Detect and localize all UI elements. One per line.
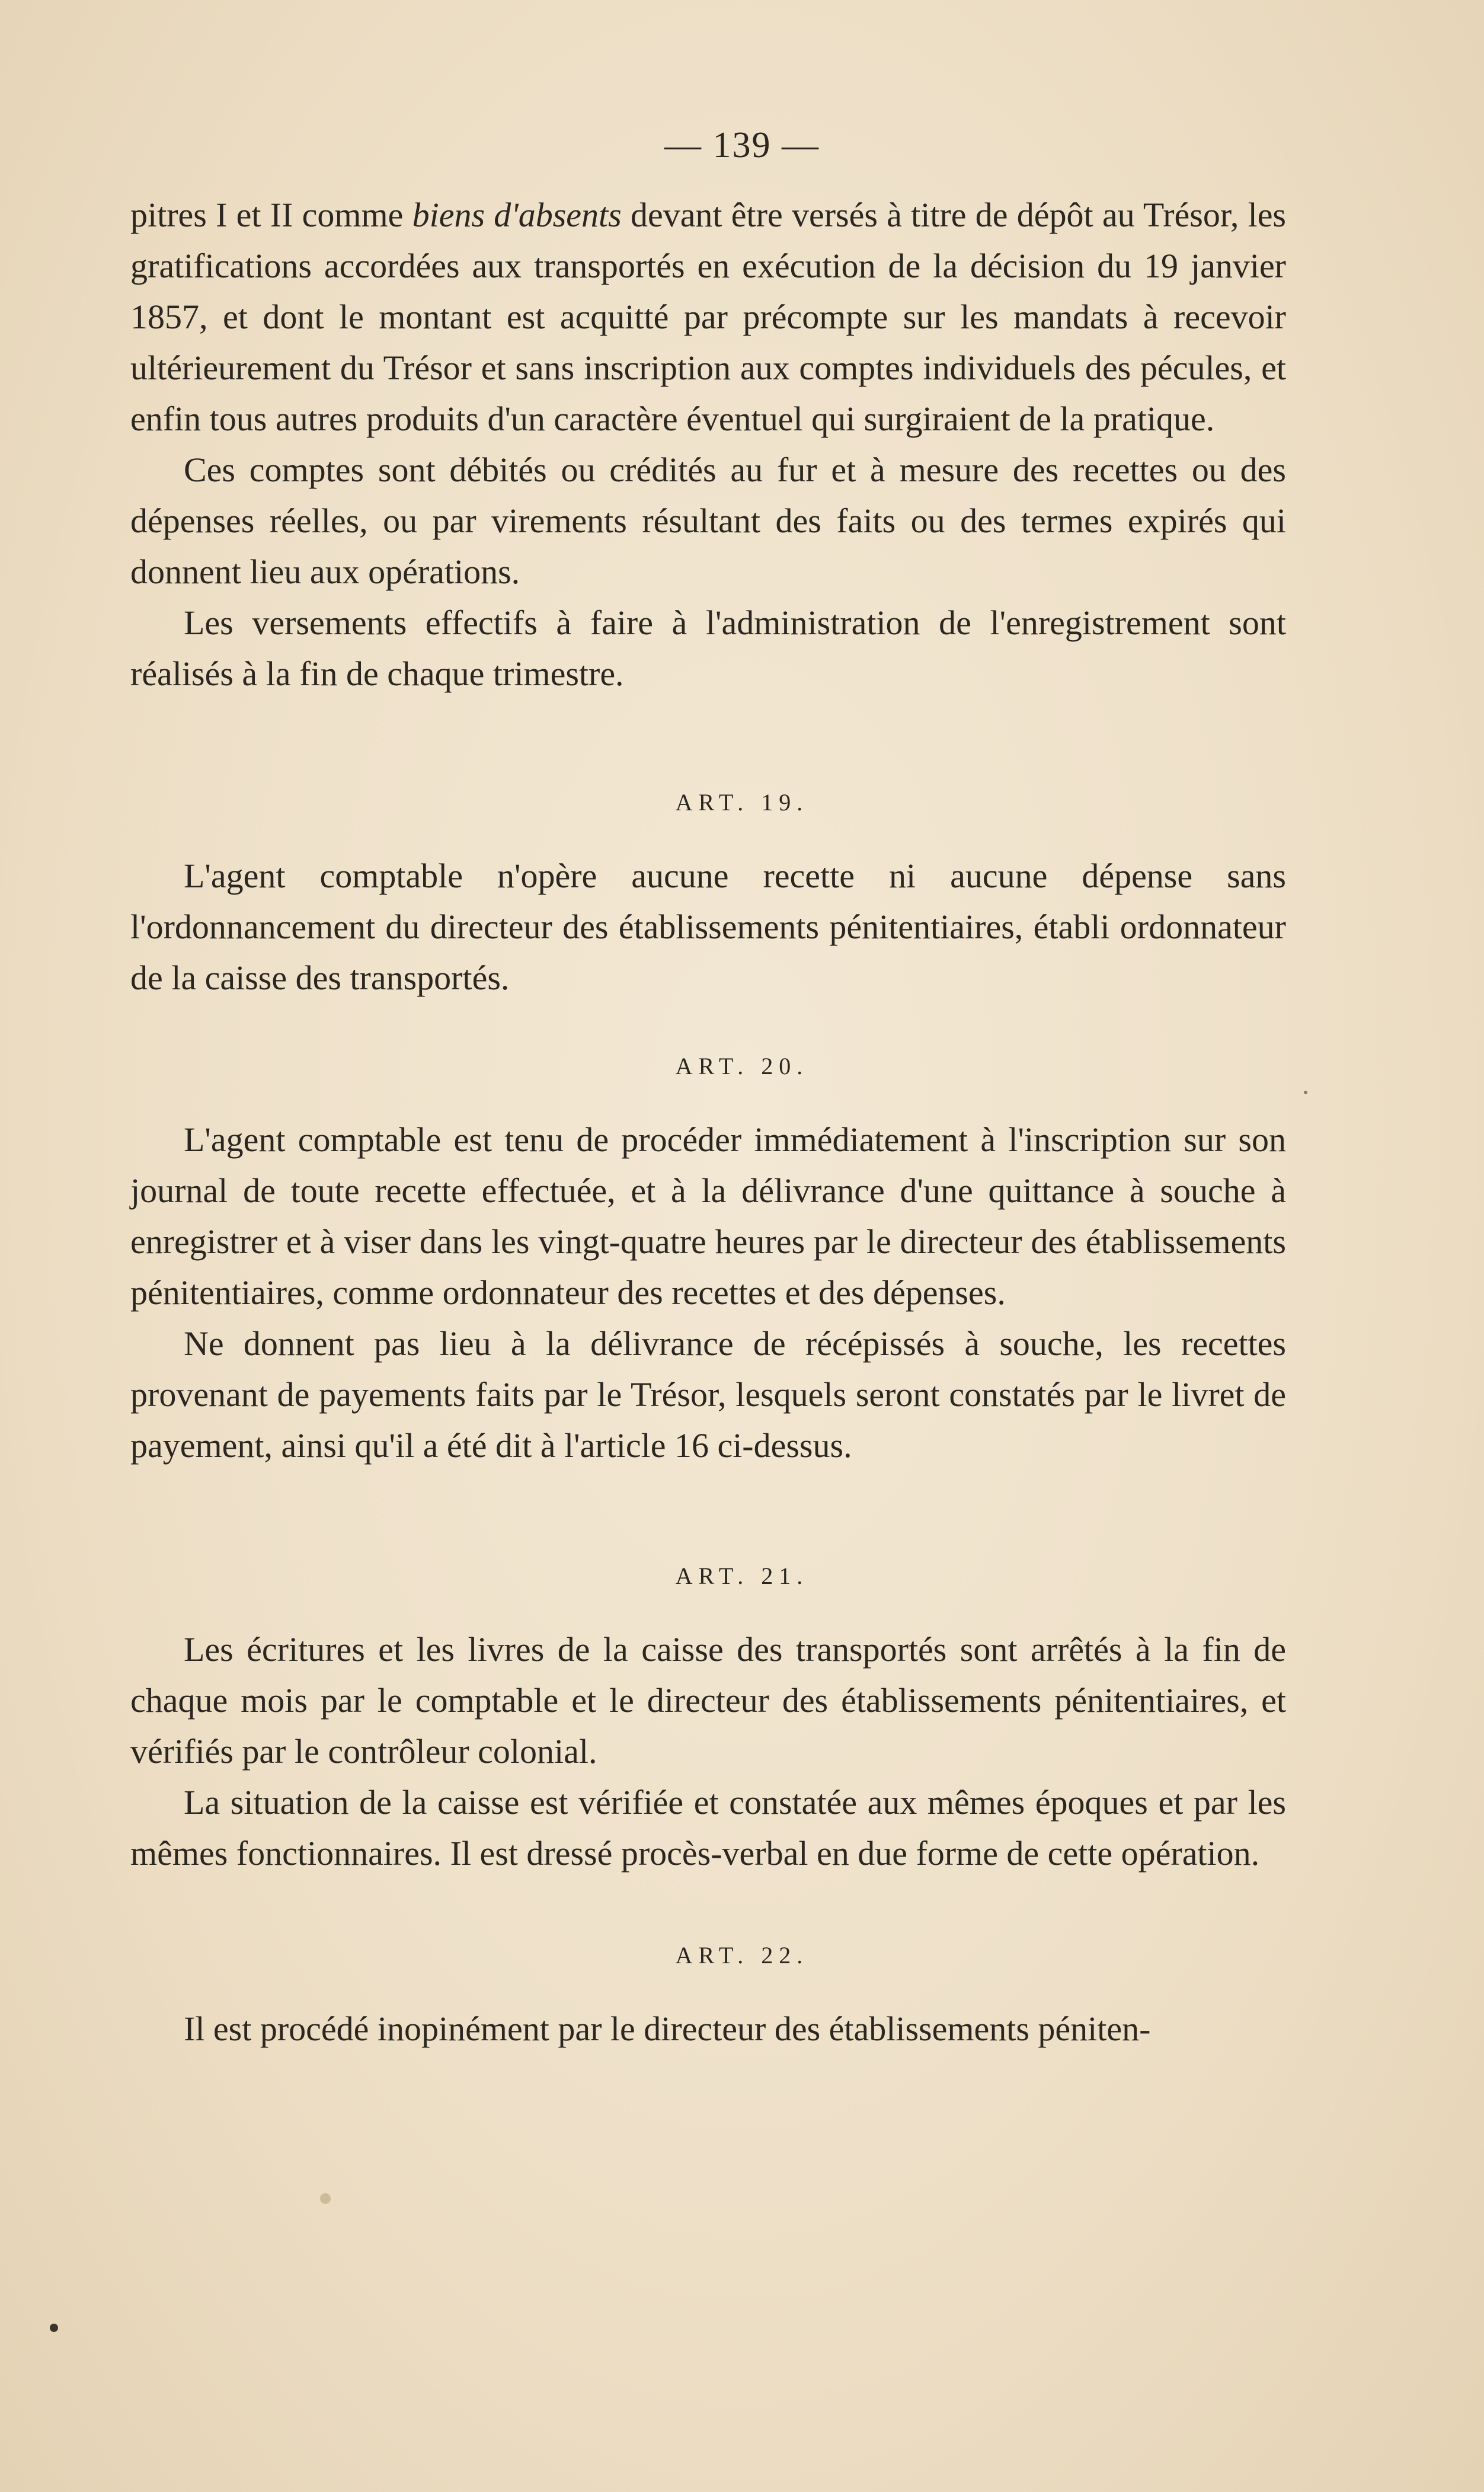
paragraph-rest: devant être versés à titre de dépôt au Trésor, les gratifications accordées aux transportés en exécution de la décision du 19 janvier 1857, et dont le montant est acquitté par précompte sur les mandats à recevoir ultérieurement du Trésor et sans inscription aux comptes individuels des pécules, et enfin tous autres produits d'un caractère éventuel qui surgiraient de la pratique. [130,196,1287,438]
page-number: — 139 — [664,125,820,165]
article-19-body [130,851,1286,1004]
article-21-body [130,1624,1286,1879]
article-heading-19: ART. 19. [675,789,809,816]
article-22-body [130,2004,1286,2055]
article-20-body [130,1114,1286,1471]
paper-speck [320,2193,331,2204]
paragraph: Ne donnent pas lieu à la délivrance de récépissés à souche, les recettes provenant de payements faits par le Trésor, lesquels seront constatés par le livret de payement, ainsi qu'il a été dit à l'article 16 ci-dessus. [130,1324,1286,1465]
paragraph: Les versements effectifs à faire à l'administration de l'enregistrement sont réalisés à la fin de chaque trimestre. [130,603,1286,693]
paragraph: La situation de la caisse est vérifiée et constatée aux mêmes époques et par les mêmes fonctionnaires. Il est dressé procès-verbal en due forme de cette opération. [130,1783,1286,1873]
paragraph: Il est procédé inopinément par le directeur des établissements péniten- [184,2009,1151,2048]
paragraph: Ces comptes sont débités ou crédités au fur et à mesure des recettes ou des dépenses réelles, ou par virements résultant des faits ou des termes expirés qui donnent lieu aux opérations. [130,451,1286,591]
paper-speck [50,2324,58,2332]
article-heading-22: ART. 22. [675,1942,809,1969]
paper-speck [1304,1091,1307,1094]
italic-phrase: biens d'absents [412,196,622,234]
paragraph: L'agent comptable est tenu de procéder immédiatement à l'inscription sur son journal de toute recette effectuée, et à la délivrance d'une quittance à souche à enregistrer et à viser dans les vingt-quatre heures par le directeur des établissements pénitentiaires, comme ordonnateur des recettes et des dépenses. [130,1120,1286,1312]
paragraph: Les écritures et les livres de la caisse des transportés sont arrêtés à la fin de chaque mois par le comptable et le directeur des établissements pénitentiaires, et vérifiés par le contrôleur colonial. [130,1630,1286,1771]
paragraph-lead: pitres I et II comme [130,196,412,234]
article-heading-21: ART. 21. [675,1563,809,1589]
article-heading-20: ART. 20. [675,1053,809,1079]
intro-section [130,190,1286,699]
paragraph-continued [130,190,1286,445]
paragraph: L'agent comptable n'opère aucune recette ni aucune dépense sans l'ordonnancement du directeur des établissements pénitentiaires, établi ordonnateur de la caisse des transportés. [130,857,1286,997]
